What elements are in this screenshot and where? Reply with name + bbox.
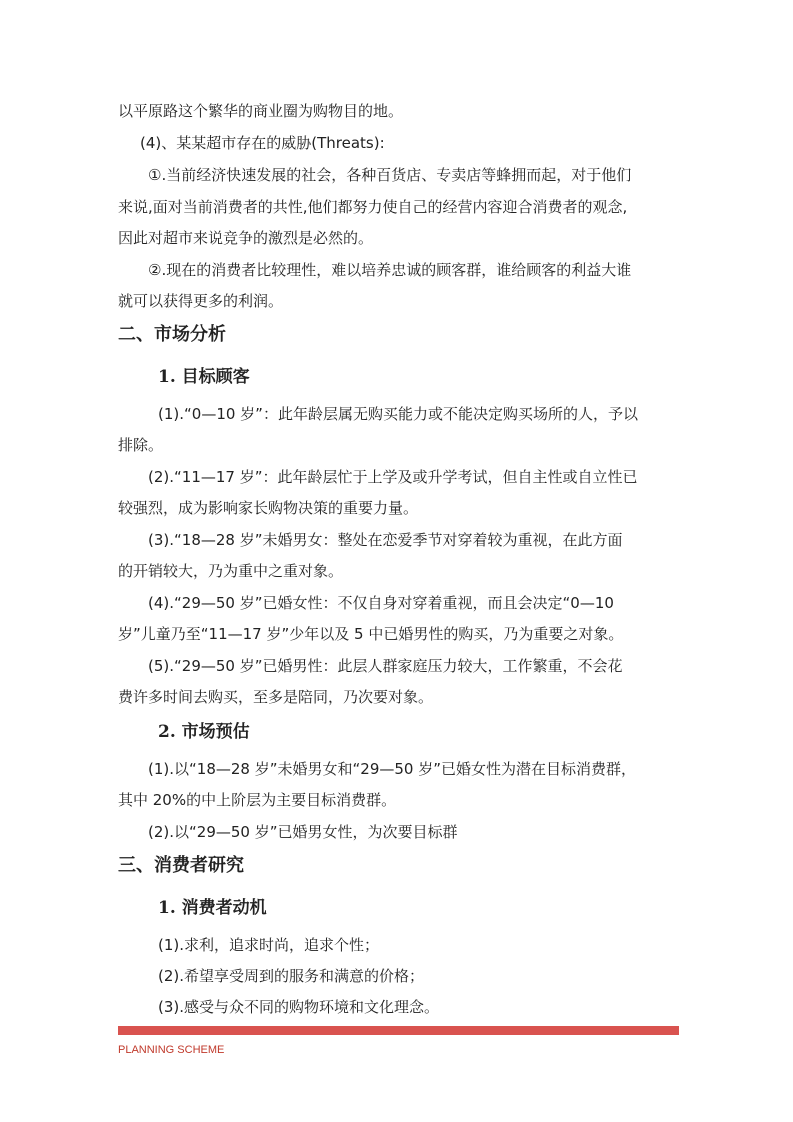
threats-heading: (4)、某某超市存在的威胁(Threats): bbox=[140, 134, 385, 152]
paragraph-line: 来说,面对当前消费者的共性,他们都努力使自己的经营内容迎合消费者的观念, bbox=[118, 198, 628, 216]
list-item: (1).“0—10 岁”：此年龄层属无购买能力或不能决定购买场所的人，予以 bbox=[158, 405, 638, 423]
list-item: (3).感受与众不同的购物环境和文化理念。 bbox=[158, 998, 440, 1016]
paragraph-line: 因此对超市来说竞争的激烈是必然的。 bbox=[118, 229, 374, 247]
list-item-continuation: 岁”儿童乃至“11—17 岁”少年以及 5 中已婚男性的购买，乃为重要之对象。 bbox=[118, 625, 624, 643]
list-item: (4).“29—50 岁”已婚女性：不仅自身对穿着重视，而且会决定“0—10 bbox=[148, 594, 614, 612]
list-item: (2).“11—17 岁”：此年龄层忙于上学及或升学考试，但自主性或自立性已 bbox=[148, 468, 638, 486]
paragraph-line: ①.当前经济快速发展的社会，各种百货店、专卖店等蜂拥而起，对于他们 bbox=[148, 166, 632, 184]
paragraph-line: ②.现在的消费者比较理性，难以培养忠诚的顾客群，谁给顾客的利益大谁 bbox=[148, 261, 632, 279]
subheading-target-customers: 1. 目标顾客 bbox=[158, 367, 250, 387]
subheading-consumer-motivation: 1. 消费者动机 bbox=[158, 898, 267, 918]
section-heading-consumer-research: 三、消费者研究 bbox=[118, 855, 244, 876]
list-item-continuation: 其中 20%的中上阶层为主要目标消费群。 bbox=[118, 791, 397, 809]
list-item-continuation: 排除。 bbox=[118, 436, 164, 454]
list-item: (3).“18—28 岁”未婚男女：整处在恋爱季节对穿着较为重视，在此方面 bbox=[148, 531, 623, 549]
list-item-continuation: 较强烈，成为影响家长购物决策的重要力量。 bbox=[118, 499, 419, 517]
paragraph-line: 以平原路这个繁华的商业圈为购物目的地。 bbox=[118, 102, 404, 120]
paragraph-line: 就可以获得更多的利润。 bbox=[118, 292, 284, 310]
list-item-continuation: 费许多时间去购买，至多是陪同，乃次要对象。 bbox=[118, 688, 434, 706]
subheading-market-estimate: 2. 市场预估 bbox=[158, 722, 250, 742]
list-item: (2).以“29—50 岁”已婚男女性，为次要目标群 bbox=[148, 823, 458, 841]
list-item: (5).“29—50 岁”已婚男性：此层人群家庭压力较大，工作繁重，不会花 bbox=[148, 657, 623, 675]
list-item: (2).希望享受周到的服务和满意的价格； bbox=[158, 967, 425, 985]
footer-accent-bar bbox=[118, 1026, 679, 1035]
footer-label: PLANNING SCHEME bbox=[118, 1044, 225, 1056]
list-item: (1).以“18—28 岁”未婚男女和“29—50 岁”已婚女性为潜在目标消费群， bbox=[148, 760, 636, 778]
section-heading-market-analysis: 二、市场分析 bbox=[118, 324, 226, 345]
list-item-continuation: 的开销较大，乃为重中之重对象。 bbox=[118, 562, 344, 580]
list-item: (1).求利，追求时尚，追求个性； bbox=[158, 936, 380, 954]
